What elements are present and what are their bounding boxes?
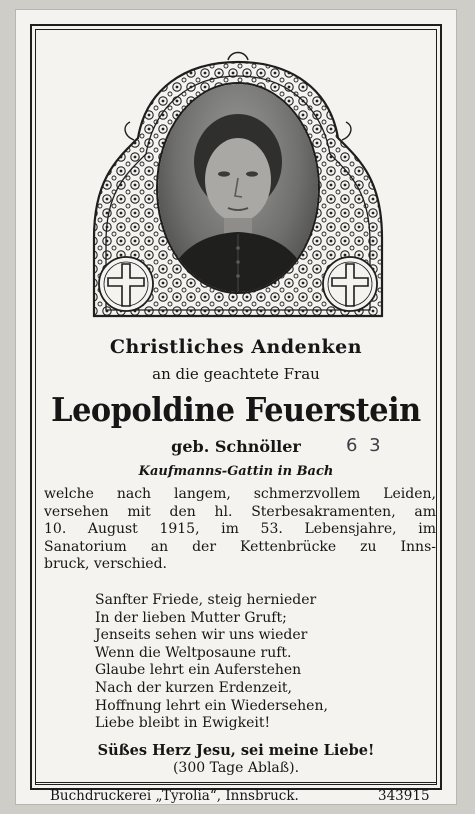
print-number: 343915 <box>378 788 430 804</box>
poem-line: Wenn die Weltposaune ruft. <box>95 644 292 661</box>
obituary-line: Sanatorium an der Kettenbrücke zu Inns- <box>44 538 436 555</box>
poem-line: Jenseits sehen wir uns wieder <box>95 627 308 644</box>
poem-line: Sanfter Friede, steig hernieder <box>95 592 317 608</box>
indulgence-note: (300 Tage Ablaß). <box>172 760 300 776</box>
dedication-line: an die geachtete Frau <box>152 365 320 383</box>
poem-line: Glaube lehrt ein Auferstehen <box>95 662 302 679</box>
heading-title: Christliches Andenken <box>109 336 363 358</box>
poem-line: Hoffnung lehrt ein Wiedersehen, <box>95 697 328 714</box>
printer-credit: Buchdruckerei „Tyrolia“, Innsbruck. <box>50 788 299 804</box>
prayer-blessing: Süßes Herz Jesu, sei meine Liebe! <box>97 742 375 759</box>
cross-icon <box>323 257 377 311</box>
footer-divider <box>36 782 436 783</box>
handwritten-note: 6 3 <box>346 435 384 456</box>
deceased-name: Leopoldine Feuerstein <box>51 390 421 429</box>
obituary-line: welche nach langem, schmerzvollem Leiden, <box>44 486 436 502</box>
poem-line: In der lieben Mutter Gruft; <box>95 609 287 626</box>
memorial-card <box>16 10 456 804</box>
poem-line: Nach der kurzen Erdenzeit, <box>95 679 293 696</box>
obituary-line: versehen mit den hl. Sterbesakramenten, am <box>44 503 436 520</box>
memorial-poem <box>95 592 328 733</box>
obituary-line: 10. August 1915, im 53. Lebensjahre, im <box>44 521 436 538</box>
obituary-paragraph <box>44 486 436 574</box>
occupation-line: Kaufmanns-Gattin in Bach <box>138 464 334 479</box>
cross-icon <box>99 257 153 311</box>
obituary-line: bruck, verschied. <box>44 556 167 573</box>
maiden-name: geb. Schnöller <box>171 437 301 456</box>
portrait-photo <box>158 84 318 292</box>
poem-line: Liebe bleibt in Ewigkeit! <box>95 715 271 732</box>
